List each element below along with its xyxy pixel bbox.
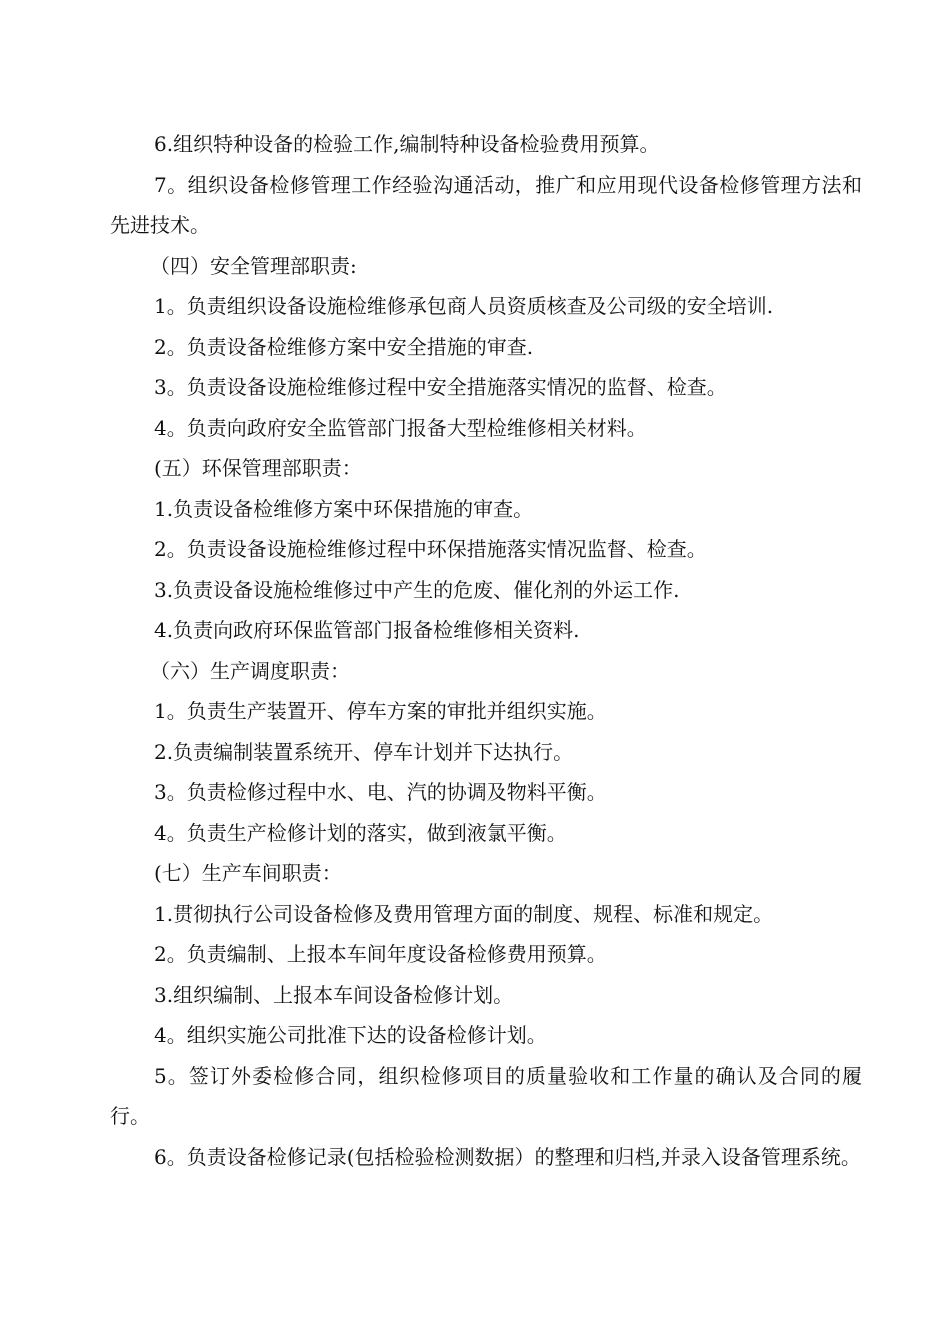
- paragraph-item: 4.负责向政府环保监管部门报备检维修相关资料.: [154, 618, 580, 642]
- paragraph-item: 4。负责向政府安全监管部门报备大型检维修相关材料。: [154, 415, 647, 440]
- paragraph-item: 6。负责设备检修记录(包括检验检测数据）的整理和归档,并录入设备管理系统。: [154, 1144, 861, 1169]
- paragraph-item: 5。签订外委检修合同，组织检修项目的质量验收和工作量的确认及合同的履行。: [110, 1063, 862, 1128]
- document-body: [110, 124, 862, 1177]
- paragraph-item: 4。负责生产检修计划的落实，做到液氯平衡。: [154, 820, 567, 845]
- paragraph-item: 3.负责设备设施检维修过中产生的危废、催化剂的外运工作.: [154, 577, 680, 602]
- paragraph-item: 1。负责组织设备设施检维修承包商人员资质核查及公司级的安全培训.: [154, 294, 774, 318]
- paragraph-item: 1.负责设备检维修方案中环保措施的审查。: [154, 496, 534, 521]
- paragraph-item-7: 7。组织设备检修管理工作经验沟通活动，推广和应用现代设备检修管理方法和先进技术。: [110, 172, 862, 237]
- section-heading-6: （六）生产调度职责：: [150, 658, 350, 683]
- section-heading-5: (五）环保管理部职责：: [154, 456, 362, 480]
- paragraph-item: 3。负责检修过程中水、电、汽的协调及物料平衡。: [154, 780, 607, 804]
- paragraph-item: 3.组织编制、上报本车间设备检修计划。: [154, 982, 514, 1007]
- paragraph-item: 2。负责设备检维修方案中安全措施的审查.: [154, 334, 534, 359]
- paragraph-item: 2。负责设备设施检维修过程中环保措施落实情况监督、检查。: [154, 537, 707, 561]
- paragraph-item: 1.贯彻执行公司设备检修及费用管理方面的制度、规程、标准和规定。: [154, 901, 774, 926]
- paragraph-item: 1。负责生产装置开、停车方案的审批并组织实施。: [154, 699, 607, 723]
- section-heading-4: （四）安全管理部职责:: [150, 253, 357, 278]
- paragraph-item: 2。负责编制、上报本车间年度设备检修费用预算。: [154, 942, 607, 966]
- paragraph-item: 3。负责设备设施检维修过程中安全措施落实情况的监督、检查。: [154, 375, 727, 399]
- paragraph-item-6: 6.组织特种设备的检验工作,编制特种设备检验费用预算。: [154, 132, 660, 156]
- paragraph-item: 2.负责编制装置系统开、停车计划并下达执行。: [154, 739, 574, 764]
- section-heading-7: (七）生产车间职责：: [154, 861, 342, 885]
- paragraph-item: 4。组织实施公司批准下达的设备检修计划。: [154, 1023, 547, 1047]
